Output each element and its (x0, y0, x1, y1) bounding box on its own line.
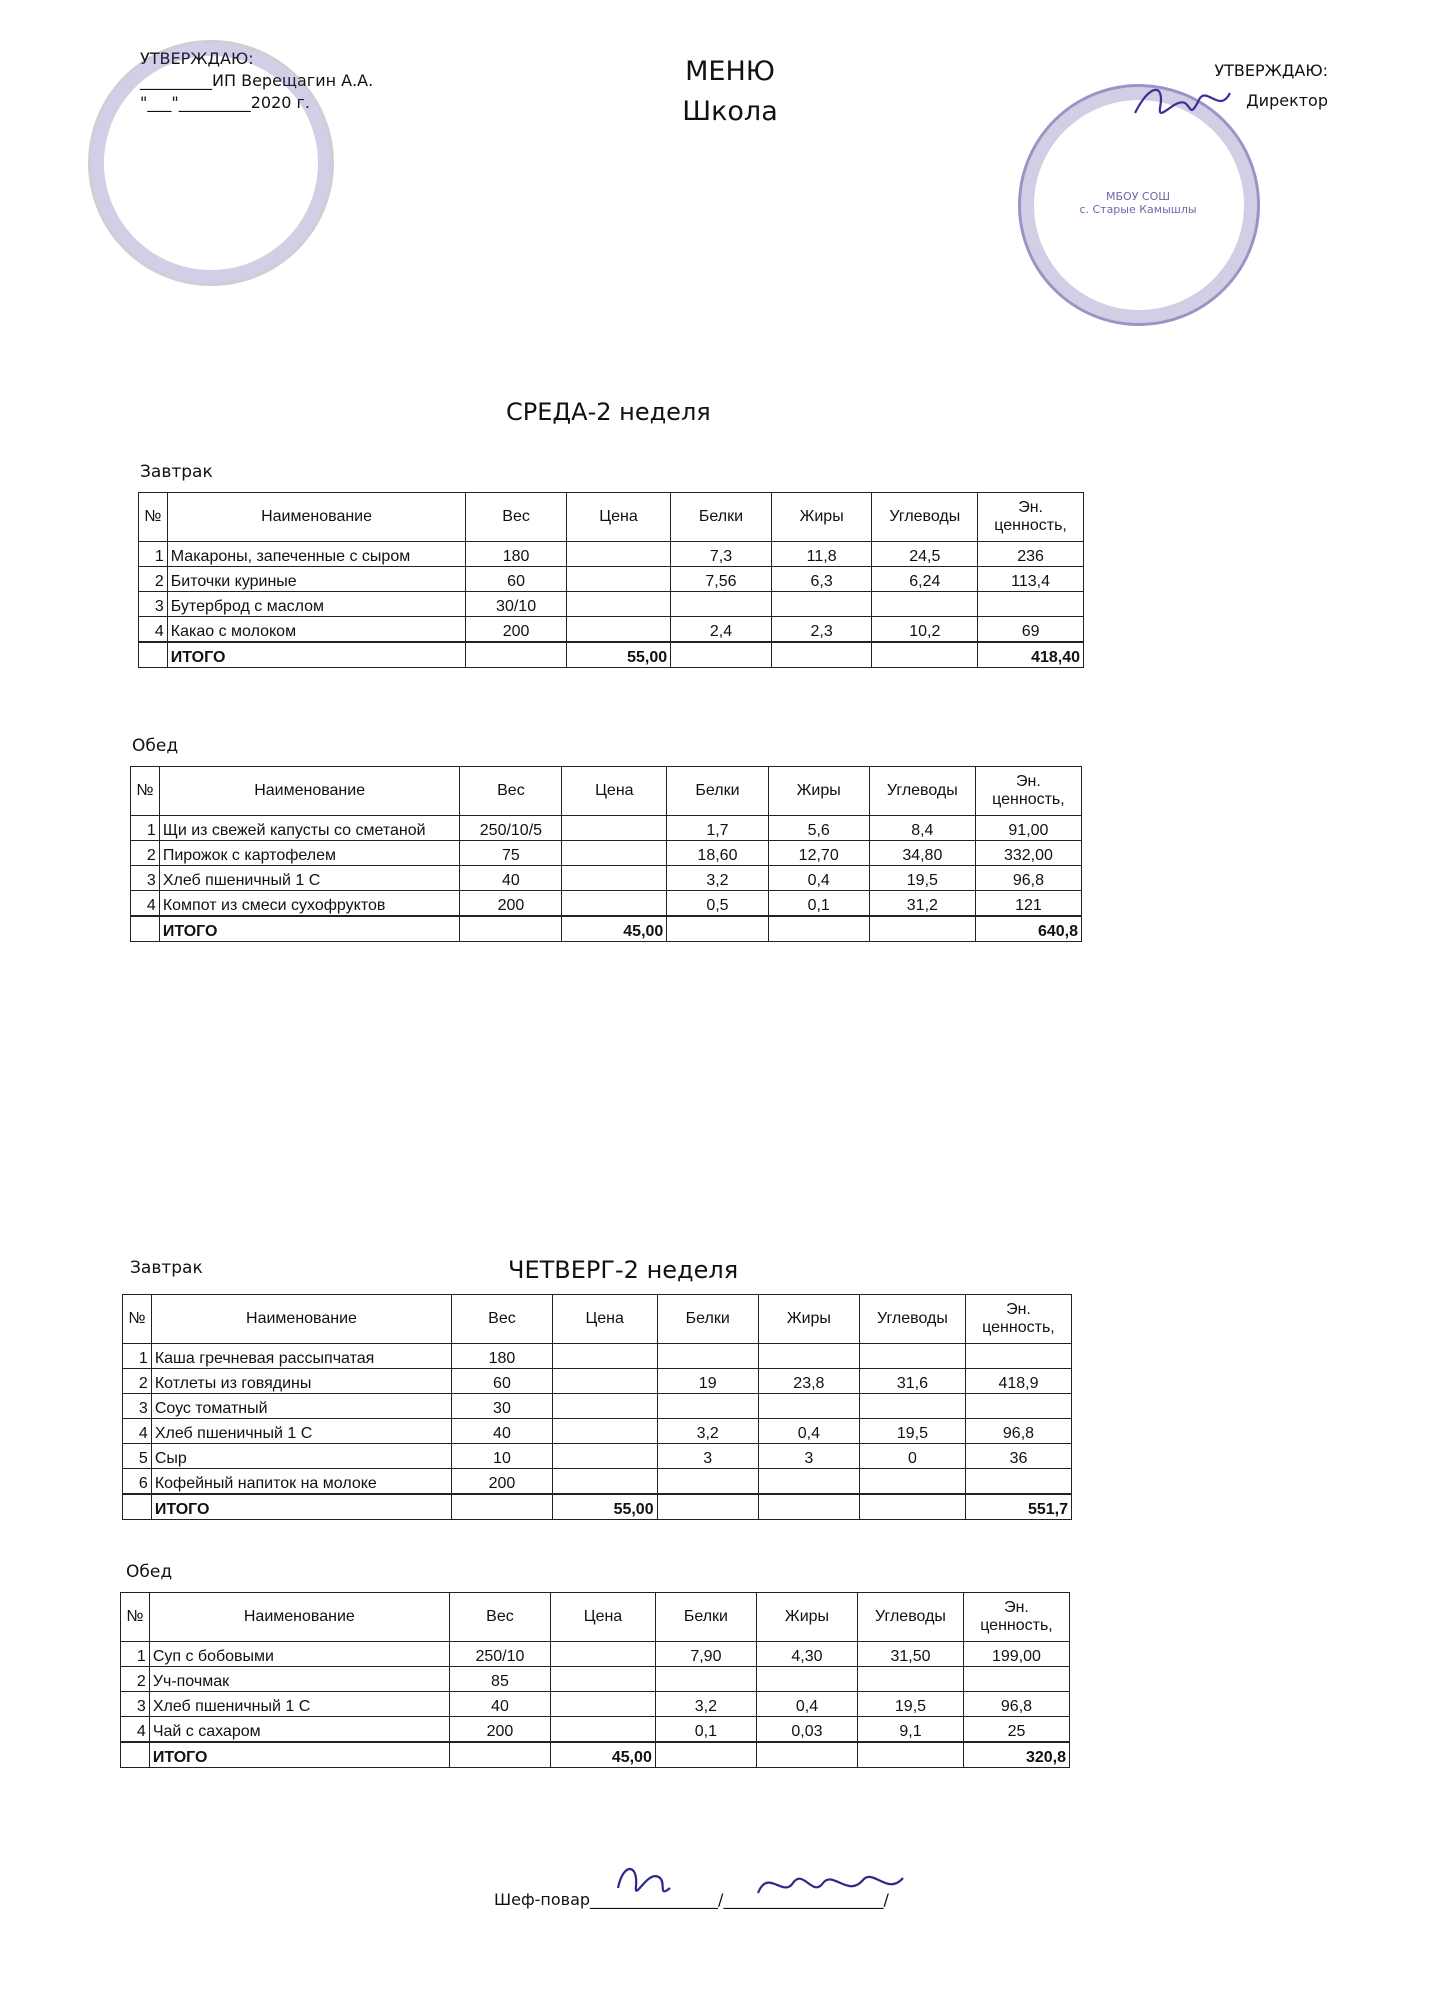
col-carbs-header: Углеводы (858, 1593, 964, 1642)
total-label: ИТОГО (167, 642, 466, 668)
col-protein: 3,2 (657, 1419, 758, 1444)
col-energy (963, 1667, 1069, 1692)
col-number: 2 (131, 841, 160, 866)
col-price (551, 1667, 656, 1692)
table-row (139, 592, 1084, 617)
col-weight: 250/10 (449, 1642, 550, 1667)
approval-right-role: Директор (1246, 91, 1328, 110)
col-weight: 200 (466, 617, 567, 643)
col-protein: 19 (657, 1369, 758, 1394)
total-energy: 418,40 (978, 642, 1084, 668)
total-label: ИТОГО (149, 1742, 449, 1768)
col-name: Сыр (151, 1444, 451, 1469)
col-weight: 40 (460, 866, 562, 891)
total-price: 45,00 (551, 1742, 656, 1768)
col-weight: 180 (452, 1344, 553, 1369)
col-name: Уч-почмак (149, 1667, 449, 1692)
col-fat (758, 1469, 859, 1495)
col-price (551, 1692, 656, 1717)
meal-label-lunch: Обед (132, 736, 179, 756)
col-weight-header: Вес (449, 1593, 550, 1642)
chef-signature-line: Шеф-повар________________/____________________/ (494, 1890, 889, 1909)
director-signature (1130, 78, 1240, 128)
col-number: 3 (131, 866, 160, 891)
col-number-header: № (123, 1295, 152, 1344)
col-fat (758, 1394, 859, 1419)
col-weight: 200 (460, 891, 562, 917)
col-name: Компот из смеси сухофруктов (159, 891, 460, 917)
col-fat: 3 (758, 1444, 859, 1469)
col-energy-header: Эн. ценность, (978, 493, 1084, 542)
col-carbs: 10,2 (872, 617, 978, 643)
col-number: 2 (139, 567, 168, 592)
col-carbs (859, 1494, 965, 1520)
col-fat: 5,6 (768, 816, 869, 841)
approval-left-name: _________ИП Верещагин А.А. (140, 71, 374, 90)
col-fat (756, 1742, 857, 1768)
col-energy: 96,8 (965, 1419, 1071, 1444)
col-weight: 250/10/5 (460, 816, 562, 841)
table-row (123, 1394, 1072, 1419)
col-protein (657, 1344, 758, 1369)
col-protein: 7,56 (671, 567, 772, 592)
col-fat: 0,1 (768, 891, 869, 917)
table-row (121, 1692, 1070, 1717)
col-fat: 0,4 (768, 866, 869, 891)
col-protein: 3,2 (655, 1692, 756, 1717)
col-price (562, 816, 667, 841)
col-carbs: 31,2 (869, 891, 975, 917)
col-name: Биточки куриные (167, 567, 466, 592)
meal-label-breakfast: Завтрак (140, 462, 213, 482)
col-fat (758, 1344, 859, 1369)
stamp-right-text: МБОУ СОШ с. Старые Камышлы (1079, 190, 1197, 216)
col-energy (965, 1344, 1071, 1369)
col-weight: 200 (449, 1717, 550, 1743)
col-name-header: Наименование (149, 1593, 449, 1642)
col-weight: 60 (466, 567, 567, 592)
col-fat: 23,8 (758, 1369, 859, 1394)
col-carbs (872, 592, 978, 617)
col-price (552, 1469, 657, 1495)
col-price (566, 542, 670, 567)
col-number (123, 1494, 152, 1520)
col-protein: 7,90 (655, 1642, 756, 1667)
col-name: Хлеб пшеничный 1 С (151, 1419, 451, 1444)
col-fat-header: Жиры (771, 493, 872, 542)
col-price (552, 1369, 657, 1394)
col-carbs-header: Углеводы (869, 767, 975, 816)
col-name: Щи из свежей капусты со сметаной (159, 816, 460, 841)
col-name: Бутерброд с маслом (167, 592, 466, 617)
col-price (566, 617, 670, 643)
col-protein (657, 1469, 758, 1495)
col-number: 3 (121, 1692, 150, 1717)
col-weight (452, 1494, 553, 1520)
col-price (566, 592, 670, 617)
chef-label: Шеф-повар (494, 1890, 591, 1909)
col-name: Какао с молоком (167, 617, 466, 643)
table-row (123, 1444, 1072, 1469)
col-energy: 96,8 (975, 866, 1081, 891)
menu-table-wed-lunch (130, 766, 1082, 942)
table-total-row (131, 916, 1082, 942)
col-name-header: Наименование (167, 493, 466, 542)
col-protein (657, 1394, 758, 1419)
col-name: Чай с сахаром (149, 1717, 449, 1743)
col-weight-header: Вес (466, 493, 567, 542)
col-energy-header: Эн. ценность, (963, 1593, 1069, 1642)
col-number (121, 1742, 150, 1768)
col-energy: 96,8 (963, 1692, 1069, 1717)
col-energy-header: Эн. ценность, (965, 1295, 1071, 1344)
table-row (139, 542, 1084, 567)
col-fat: 11,8 (771, 542, 872, 567)
col-energy: 69 (978, 617, 1084, 643)
col-energy: 121 (975, 891, 1081, 917)
col-protein (655, 1742, 756, 1768)
table-header-row (121, 1593, 1070, 1642)
col-protein-header: Белки (655, 1593, 756, 1642)
table-row (131, 866, 1082, 891)
total-price: 45,00 (562, 916, 667, 942)
table-total-row (123, 1494, 1072, 1520)
col-price-header: Цена (552, 1295, 657, 1344)
col-fat: 4,30 (756, 1642, 857, 1667)
table-row (131, 841, 1082, 866)
table-row (139, 617, 1084, 643)
col-carbs (869, 916, 975, 942)
col-name-header: Наименование (159, 767, 460, 816)
col-weight (466, 642, 567, 668)
approval-left-title: УТВЕРЖДАЮ: (140, 49, 254, 68)
col-protein: 0,5 (667, 891, 768, 917)
col-carbs-header: Углеводы (872, 493, 978, 542)
col-number: 3 (139, 592, 168, 617)
col-name: Хлеб пшеничный 1 С (159, 866, 460, 891)
col-fat (758, 1494, 859, 1520)
col-weight-header: Вес (460, 767, 562, 816)
table-row (121, 1642, 1070, 1667)
col-price (552, 1344, 657, 1369)
col-energy (965, 1394, 1071, 1419)
col-weight: 85 (449, 1667, 550, 1692)
col-fat: 0,4 (756, 1692, 857, 1717)
meal-label-lunch: Обед (126, 1562, 173, 1582)
col-carbs: 6,24 (872, 567, 978, 592)
col-price (552, 1394, 657, 1419)
col-protein: 18,60 (667, 841, 768, 866)
col-energy-header: Эн. ценность, (975, 767, 1081, 816)
total-price: 55,00 (566, 642, 670, 668)
col-carbs (872, 642, 978, 668)
col-protein: 3,2 (667, 866, 768, 891)
col-price (551, 1642, 656, 1667)
col-weight (460, 916, 562, 942)
approval-right-title: УТВЕРЖДАЮ: (1214, 61, 1328, 80)
col-carbs: 19,5 (869, 866, 975, 891)
col-number (139, 642, 168, 668)
col-number: 2 (123, 1369, 152, 1394)
col-fat: 0,4 (758, 1419, 859, 1444)
col-weight: 75 (460, 841, 562, 866)
col-weight: 40 (449, 1692, 550, 1717)
col-protein (671, 592, 772, 617)
col-price-header: Цена (551, 1593, 656, 1642)
col-carbs (859, 1344, 965, 1369)
col-carbs (858, 1742, 964, 1768)
col-energy: 91,00 (975, 816, 1081, 841)
col-number: 6 (123, 1469, 152, 1495)
total-energy: 320,8 (963, 1742, 1069, 1768)
col-number: 4 (139, 617, 168, 643)
col-energy (978, 592, 1084, 617)
table-row (123, 1344, 1072, 1369)
day-title-wednesday: СРЕДА-2 неделя (506, 398, 711, 426)
col-fat-header: Жиры (758, 1295, 859, 1344)
col-number (131, 916, 160, 942)
col-weight-header: Вес (452, 1295, 553, 1344)
col-price (562, 891, 667, 917)
col-number: 5 (123, 1444, 152, 1469)
col-fat: 12,70 (768, 841, 869, 866)
col-price (562, 841, 667, 866)
col-weight: 200 (452, 1469, 553, 1495)
table-row (123, 1469, 1072, 1495)
table-header-row (123, 1295, 1072, 1344)
col-name: Пирожок с картофелем (159, 841, 460, 866)
col-carbs: 19,5 (859, 1419, 965, 1444)
col-protein-header: Белки (671, 493, 772, 542)
col-carbs: 9,1 (858, 1717, 964, 1743)
table-row (131, 891, 1082, 917)
col-weight: 30 (452, 1394, 553, 1419)
col-protein: 2,4 (671, 617, 772, 643)
col-price (562, 866, 667, 891)
col-number: 4 (121, 1717, 150, 1743)
day-title-thursday: ЧЕТВЕРГ-2 неделя (508, 1256, 739, 1284)
col-protein: 1,7 (667, 816, 768, 841)
menu-table-thu-breakfast (122, 1294, 1072, 1520)
col-name: Хлеб пшеничный 1 С (149, 1692, 449, 1717)
col-protein: 7,3 (671, 542, 772, 567)
col-price (552, 1419, 657, 1444)
col-weight (449, 1742, 550, 1768)
col-number: 3 (123, 1394, 152, 1419)
col-price (552, 1444, 657, 1469)
table-total-row (139, 642, 1084, 668)
menu-table-thu-lunch (120, 1592, 1070, 1768)
col-number-header: № (121, 1593, 150, 1642)
col-number: 4 (131, 891, 160, 917)
total-energy: 640,8 (975, 916, 1081, 942)
col-price (551, 1717, 656, 1743)
table-header-row (131, 767, 1082, 816)
col-carbs (859, 1394, 965, 1419)
table-row (123, 1419, 1072, 1444)
col-number: 4 (123, 1419, 152, 1444)
table-row (121, 1667, 1070, 1692)
col-fat: 2,3 (771, 617, 872, 643)
meal-label-breakfast: Завтрак (130, 1258, 203, 1278)
col-fat (756, 1667, 857, 1692)
col-weight: 30/10 (466, 592, 567, 617)
col-protein (667, 916, 768, 942)
chef-signature (608, 1858, 918, 1914)
col-fat (768, 916, 869, 942)
menu-table-wed-breakfast (138, 492, 1084, 668)
col-carbs (859, 1469, 965, 1495)
col-fat: 6,3 (771, 567, 872, 592)
col-weight: 10 (452, 1444, 553, 1469)
col-fat-header: Жиры (768, 767, 869, 816)
table-row (131, 816, 1082, 841)
stamp-left (88, 40, 334, 286)
col-energy: 199,00 (963, 1642, 1069, 1667)
table-total-row (121, 1742, 1070, 1768)
col-carbs-header: Углеводы (859, 1295, 965, 1344)
col-name: Каша гречневая рассыпчатая (151, 1344, 451, 1369)
col-fat (771, 592, 872, 617)
col-weight: 40 (452, 1419, 553, 1444)
table-row (121, 1717, 1070, 1743)
total-label: ИТОГО (159, 916, 460, 942)
col-number: 1 (131, 816, 160, 841)
col-number-header: № (131, 767, 160, 816)
col-number: 1 (121, 1642, 150, 1667)
document-title: МЕНЮ (685, 56, 775, 87)
col-fat: 0,03 (756, 1717, 857, 1743)
col-weight: 180 (466, 542, 567, 567)
col-energy: 418,9 (965, 1369, 1071, 1394)
col-protein (655, 1667, 756, 1692)
col-protein (671, 642, 772, 668)
col-name: Макароны, запеченные с сыром (167, 542, 466, 567)
col-name: Котлеты из говядины (151, 1369, 451, 1394)
total-energy: 551,7 (965, 1494, 1071, 1520)
total-label: ИТОГО (151, 1494, 451, 1520)
col-fat-header: Жиры (756, 1593, 857, 1642)
col-carbs: 34,80 (869, 841, 975, 866)
col-number-header: № (139, 493, 168, 542)
col-number: 1 (123, 1344, 152, 1369)
col-carbs (858, 1667, 964, 1692)
col-protein: 3 (657, 1444, 758, 1469)
col-carbs: 0 (859, 1444, 965, 1469)
col-price (566, 567, 670, 592)
col-energy: 25 (963, 1717, 1069, 1743)
table-row (139, 567, 1084, 592)
col-protein-header: Белки (657, 1295, 758, 1344)
col-energy: 236 (978, 542, 1084, 567)
col-price-header: Цена (562, 767, 667, 816)
table-row (123, 1369, 1072, 1394)
approval-left-date: "___"_________2020 г. (140, 93, 311, 112)
col-protein (657, 1494, 758, 1520)
col-carbs: 19,5 (858, 1692, 964, 1717)
total-price: 55,00 (552, 1494, 657, 1520)
col-fat (771, 642, 872, 668)
col-energy: 36 (965, 1444, 1071, 1469)
col-carbs: 31,6 (859, 1369, 965, 1394)
col-energy: 113,4 (978, 567, 1084, 592)
col-energy (965, 1469, 1071, 1495)
col-protein: 0,1 (655, 1717, 756, 1743)
col-carbs: 8,4 (869, 816, 975, 841)
col-name: Кофейный напиток на молоке (151, 1469, 451, 1495)
col-energy: 332,00 (975, 841, 1081, 866)
col-number: 1 (139, 542, 168, 567)
col-protein-header: Белки (667, 767, 768, 816)
col-name: Суп с бобовыми (149, 1642, 449, 1667)
col-weight: 60 (452, 1369, 553, 1394)
table-header-row (139, 493, 1084, 542)
col-carbs: 24,5 (872, 542, 978, 567)
col-number: 2 (121, 1667, 150, 1692)
document-title-block (620, 52, 840, 132)
col-price-header: Цена (566, 493, 670, 542)
col-name: Соус томатный (151, 1394, 451, 1419)
col-carbs: 31,50 (858, 1642, 964, 1667)
col-name-header: Наименование (151, 1295, 451, 1344)
document-subtitle: Школа (682, 96, 778, 127)
